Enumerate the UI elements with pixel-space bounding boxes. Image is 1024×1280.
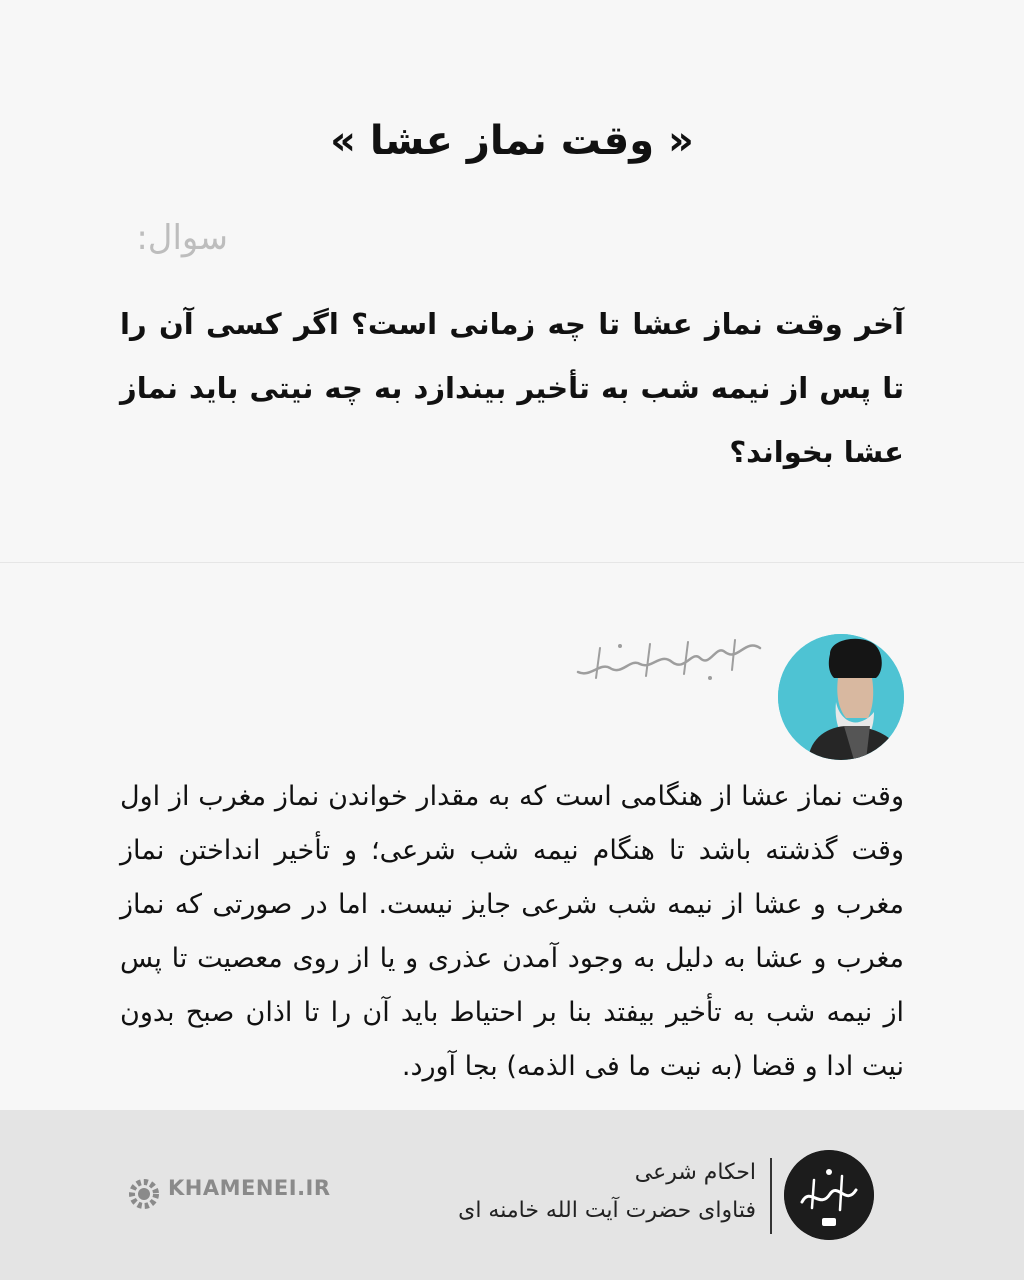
question-label: سوال: <box>136 218 228 258</box>
bismillah-calligraphy-icon <box>560 628 770 688</box>
logo-text: KHAMENEI.IR <box>168 1176 331 1200</box>
question-text: آخر وقت نماز عشا تا چه زمانی است؟ اگر کسی آن را تا پس از نیمه شب به تأخیر بیندازد به چه نیتی باید نماز عشا بخواند؟ <box>120 307 904 469</box>
gear-logo-icon <box>124 1174 164 1214</box>
footer <box>0 1110 1024 1280</box>
section-divider <box>0 562 1024 563</box>
footer-separator <box>770 1158 772 1234</box>
footer-category: احکام شرعی <box>634 1160 756 1185</box>
footer-subtitle: فتاوای حضرت آیت الله خامنه ای <box>458 1198 756 1223</box>
calligraphy-emblem-icon <box>784 1150 874 1240</box>
page-title: « وقت نماز عشا » <box>330 118 694 164</box>
answer-text: وقت نماز عشا از هنگامی است که به مقدار خواندن نماز مغرب از اول وقت گذشته باشد تا هنگام نیمه شب شرعی؛ و تأخیر انداختن نماز مغرب و عشا از نیمه شب شرعی جایز نیست. اما در صورتی که نماز مغرب و عشا به دلیل به وجود آمدن عذری و یا از روی معصیت تا پس از نیمه شب به تأخیر بیفتد بنا بر احتیاط باید آن را تا اذان صبح بدون نیت ادا و قضا (به نیت ما فی الذمه) بجا آورد. <box>120 781 904 1082</box>
portrait-avatar <box>778 634 904 760</box>
khamenei-logo <box>124 1174 331 1218</box>
